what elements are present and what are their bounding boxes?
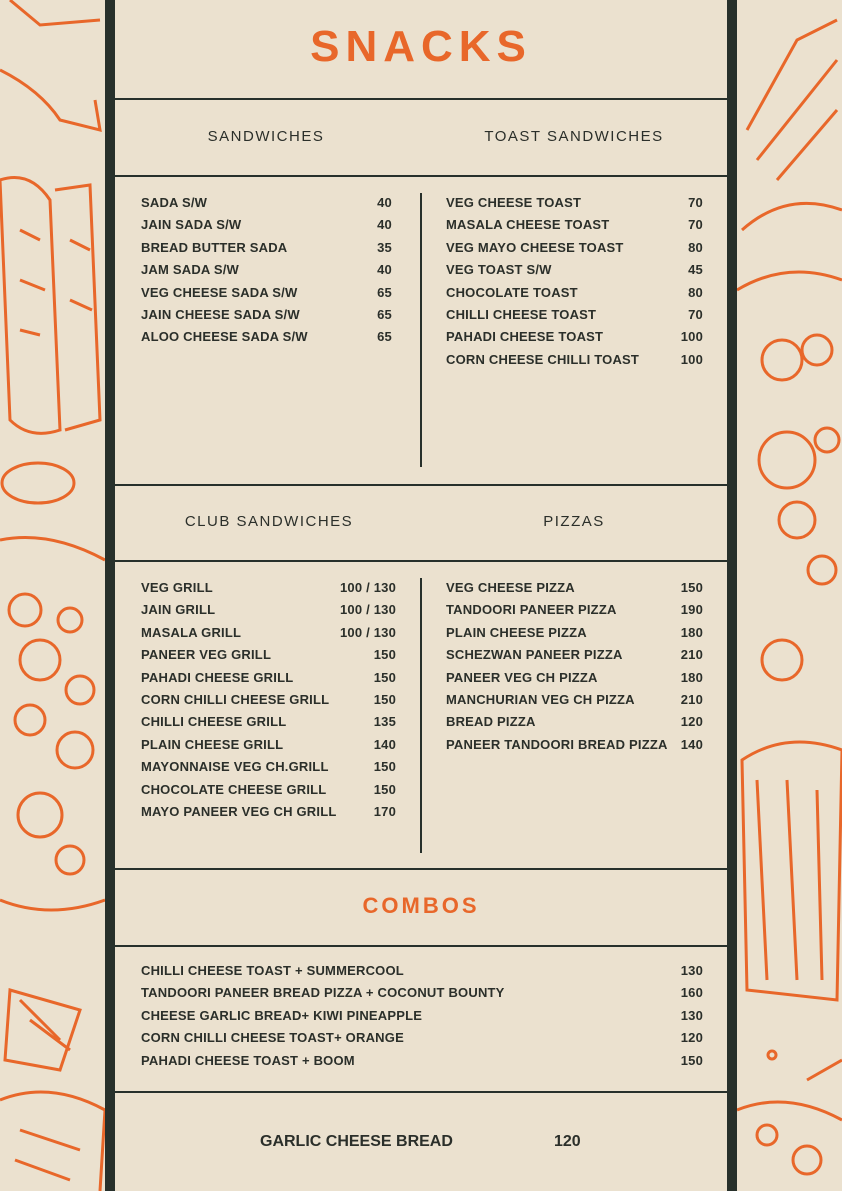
section-heading-toast: TOAST SANDWICHES [484,128,664,145]
menu-item [446,304,703,326]
menu-item-price: 180 [680,669,703,685]
menu-item [141,599,396,621]
menu-item-name: CHILLI CHEESE GRILL [141,714,287,730]
menu-item [141,734,396,756]
menu-item [141,756,396,778]
menu-item-price: 150 [680,1052,703,1068]
menu-item-name: MASALA CHEESE TOAST [446,217,610,233]
menu-item [141,192,392,214]
menu-item-price: 210 [680,691,703,707]
menu-item [446,622,703,644]
menu-item [446,259,703,281]
menu-item-price: 210 [680,647,703,663]
menu-item-price: 170 [373,803,396,819]
column-divider [420,578,422,853]
menu-item [446,326,703,348]
menu-item [141,779,396,801]
menu-item [141,644,396,666]
menu-item [141,282,392,304]
menu-item [446,689,703,711]
section-heading-pizzas: PIZZAS [543,513,605,530]
left-food-illustration [0,0,105,1191]
menu-item-name: CHILLI CHEESE TOAST [446,306,597,322]
menu-item-name: CORN CHILLI CHEESE TOAST+ ORANGE [141,1030,404,1046]
garlic-cheese-bread-price: 120 [554,1133,581,1150]
menu-item-price: 130 [680,1007,703,1023]
menu-item [446,349,703,371]
menu-item [446,237,703,259]
menu-item [141,711,396,733]
menu-item-price: 150 [373,691,396,707]
divider [115,98,727,100]
menu-item-price: 120 [680,714,703,730]
pizzas-list [446,577,703,756]
menu-item-price: 100 [680,351,703,367]
menu-item-name: CORN CHILLI CHEESE GRILL [141,691,330,707]
club-list [141,577,396,823]
menu-item-price: 100 / 130 [339,580,396,595]
menu-item [141,259,392,281]
menu-item-name: VEG CHEESE TOAST [446,195,582,210]
menu-item [446,282,703,304]
right-border-bar [727,0,737,1191]
menu-item [141,667,396,689]
menu-item-name: MASALA GRILL [141,624,242,640]
menu-item-price: 120 [680,1030,703,1046]
menu-item [141,577,396,599]
column-divider [420,193,422,467]
sandwiches-list [141,192,392,349]
menu-item-name: JAM SADA S/W [141,262,239,278]
menu-item-price: 70 [688,306,703,322]
menu-item [141,1005,703,1027]
menu-item-price: 140 [680,736,703,752]
menu-item-name: CHOCOLATE CHEESE GRILL [141,781,327,797]
menu-item-name: PAHADI CHEESE TOAST + BOOM [141,1052,355,1068]
menu-item-name: JAIN CHEESE SADA S/W [141,306,300,322]
menu-item [141,622,396,644]
menu-item-name: JAIN GRILL [141,602,216,618]
menu-item-price: 150 [373,669,396,685]
menu-item-price: 80 [688,284,703,300]
menu-item [446,577,703,599]
menu-item-name: SCHEZWAN PANEER PIZZA [446,647,623,663]
menu-item-price: 140 [373,736,396,752]
menu-item-name: CORN CHEESE CHILLI TOAST [446,351,640,367]
menu-item-name: VEG CHEESE PIZZA [446,580,575,595]
menu-item-price: 130 [680,963,703,978]
left-border-bar [105,0,115,1191]
menu-item-price: 150 [680,580,703,595]
menu-item-name: PAHADI CHEESE GRILL [141,669,294,685]
menu-item-name: PANEER VEG GRILL [141,647,272,663]
menu-item-name: JAIN SADA S/W [141,217,242,233]
menu-item-name: VEG CHEESE SADA S/W [141,284,298,300]
menu-item-name: PLAIN CHEESE PIZZA [446,624,587,640]
menu-item [141,1050,703,1072]
menu-item-name: PLAIN CHEESE GRILL [141,736,284,752]
menu-item-name: MANCHURIAN VEG CH PIZZA [446,691,635,707]
menu-item [141,304,392,326]
menu-item-price: 45 [688,262,703,278]
menu-item-price: 40 [377,262,392,278]
menu-item [446,667,703,689]
menu-item-name: VEG GRILL [141,580,213,595]
menu-item [446,644,703,666]
menu-item [446,214,703,236]
section-heading-club: CLUB SANDWICHES [184,513,354,530]
menu-item-price: 150 [373,759,396,775]
garlic-cheese-bread-name: GARLIC CHEESE BREAD [260,1133,453,1150]
menu-item-name: CHOCOLATE TOAST [446,284,578,300]
right-food-illustration [737,0,842,1191]
menu-item-name: TANDOORI PANEER BREAD PIZZA + COCONUT BOUNTY [141,985,505,1001]
menu-item-price: 35 [377,239,392,255]
menu-item-name: CHILLI CHEESE TOAST + SUMMERCOOL [141,963,404,978]
menu-item [141,960,703,982]
menu-item-name: TANDOORI PANEER PIZZA [446,602,617,618]
menu-item [141,689,396,711]
menu-item [141,801,396,823]
menu-item-name: MAYONNAISE VEG CH.GRILL [141,759,329,775]
section-heading-sandwiches: SANDWICHES [207,128,325,145]
menu-item-price: 150 [373,647,396,663]
menu-item [446,599,703,621]
menu-item-price: 150 [373,781,396,797]
menu-item-price: 190 [680,602,703,618]
menu-item [141,237,392,259]
menu-item-name: PAHADI CHEESE TOAST [446,329,604,345]
menu-item-price: 180 [680,624,703,640]
menu-item-price: 70 [688,217,703,233]
menu-item-price: 160 [680,985,703,1001]
menu-item-price: 65 [377,329,392,345]
divider [115,175,727,177]
menu-item [141,1027,703,1049]
menu-item-price: 100 / 130 [339,602,396,618]
menu-item-name: BREAD PIZZA [446,714,536,730]
menu-item [446,192,703,214]
menu-item-name: VEG TOAST S/W [446,262,552,278]
menu-item [141,982,703,1004]
combos-list [141,960,703,1072]
toast-list [446,192,703,371]
section-heading-combos: COMBOS [362,893,480,918]
menu-item-price: 70 [688,195,703,210]
menu-item-name: PANEER VEG CH PIZZA [446,669,598,685]
menu-item-price: 40 [377,217,392,233]
menu-item-name: SADA S/W [141,195,208,210]
menu-item-price: 65 [377,284,392,300]
menu-item-name: CHEESE GARLIC BREAD+ KIWI PINEAPPLE [141,1007,423,1023]
menu-item [141,214,392,236]
divider [115,945,727,947]
menu-item [446,711,703,733]
divider [115,484,727,486]
divider [115,560,727,562]
page-title: SNACKS [310,22,532,71]
menu-item-price: 135 [373,714,396,730]
menu-item-price: 100 [680,329,703,345]
menu-item-price: 80 [688,239,703,255]
divider [115,1091,727,1093]
menu-item-name: PANEER TANDOORI BREAD PIZZA [446,736,668,752]
menu-item-name: MAYO PANEER VEG CH GRILL [141,803,337,819]
menu-item [141,326,392,348]
menu-item-name: BREAD BUTTER SADA [141,239,288,255]
divider [115,868,727,870]
menu-item-price: 65 [377,306,392,322]
menu-item-price: 100 / 130 [339,624,396,640]
menu-item [446,734,703,756]
menu-item-price: 40 [377,195,392,210]
menu-item-name: ALOO CHEESE SADA S/W [141,329,308,345]
menu-item-name: VEG MAYO CHEESE TOAST [446,239,624,255]
